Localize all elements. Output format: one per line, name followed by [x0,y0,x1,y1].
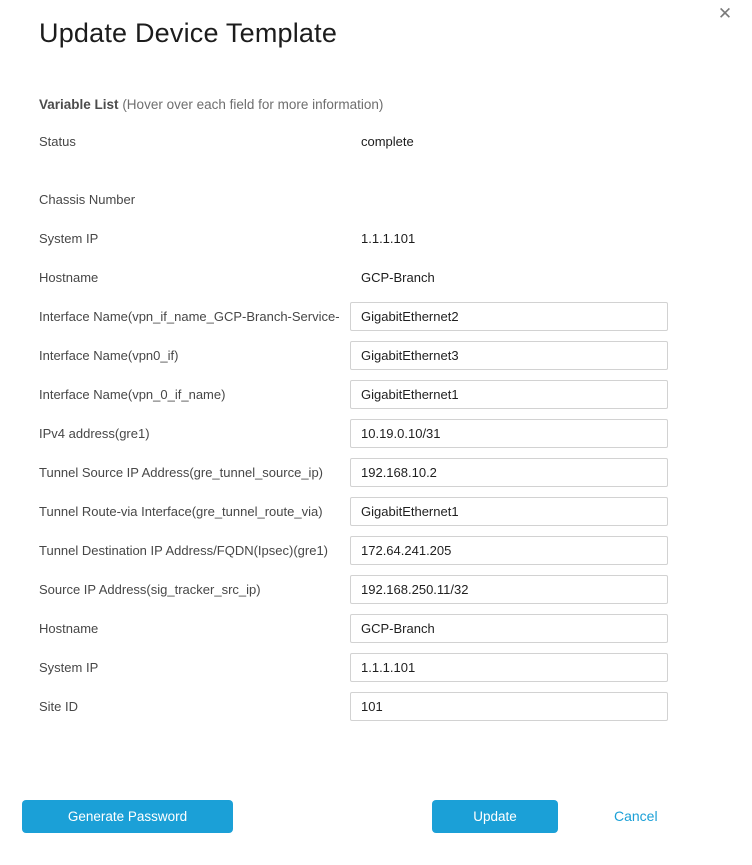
field-value: GCP-Branch [361,270,435,285]
update-button[interactable]: Update [432,800,558,833]
input-field-row [39,575,752,604]
field-label: Tunnel Destination IP Address/FQDN(Ipsec)(gre1) [39,543,329,558]
close-icon[interactable]: ✕ [717,4,733,23]
static-fields-container [39,127,752,292]
field-input[interactable] [350,380,668,409]
field-value: 1.1.1.101 [361,231,416,246]
field-label: Hostname [39,270,99,285]
static-field-row [39,263,752,292]
field-label: Site ID [39,699,79,714]
static-field-row [39,224,752,253]
static-field-row [39,127,752,156]
field-input[interactable] [350,653,668,682]
field-value: complete [361,134,414,149]
field-label: Chassis Number [39,192,136,207]
variable-list-title: Variable List [39,97,119,112]
field-label: IPv4 address(gre1) [39,426,150,441]
input-field-row [39,419,752,448]
input-field-row [39,692,752,721]
variable-list-hint: (Hover over each field for more information) [122,97,384,112]
generate-password-button[interactable]: Generate Password [22,800,233,833]
page-title: Update Device Template [39,18,338,48]
field-label: Tunnel Route-via Interface(gre_tunnel_route_via) [39,504,323,519]
field-label: Hostname [39,621,99,636]
field-input[interactable] [350,575,668,604]
cancel-button[interactable]: Cancel [614,808,658,824]
input-field-row [39,458,752,487]
field-label: Interface Name(vpn_if_name_GCP-Branch-Service- [39,309,340,324]
dialog-footer [0,800,752,833]
input-field-row [39,497,752,526]
static-field-row [39,185,752,214]
input-field-row [39,653,752,682]
field-label: System IP [39,660,99,675]
field-input[interactable] [350,458,668,487]
input-field-row [39,380,752,409]
field-label: Status [39,134,76,149]
field-input[interactable] [350,536,668,565]
input-field-row [39,614,752,643]
field-label: Interface Name(vpn0_if) [39,348,179,363]
field-input[interactable] [350,692,668,721]
input-field-row [39,536,752,565]
field-label: System IP [39,231,99,246]
field-label: Tunnel Source IP Address(gre_tunnel_source_ip) [39,465,324,480]
field-input[interactable] [350,302,668,331]
input-fields-container [39,302,752,721]
field-label: Source IP Address(sig_tracker_src_ip) [39,582,261,597]
input-field-row [39,341,752,370]
field-input[interactable] [350,341,668,370]
input-field-row [39,302,752,331]
variable-list-header [39,97,713,112]
field-input[interactable] [350,614,668,643]
field-input[interactable] [350,419,668,448]
field-input[interactable] [350,497,668,526]
field-label: Interface Name(vpn_0_if_name) [39,387,226,402]
